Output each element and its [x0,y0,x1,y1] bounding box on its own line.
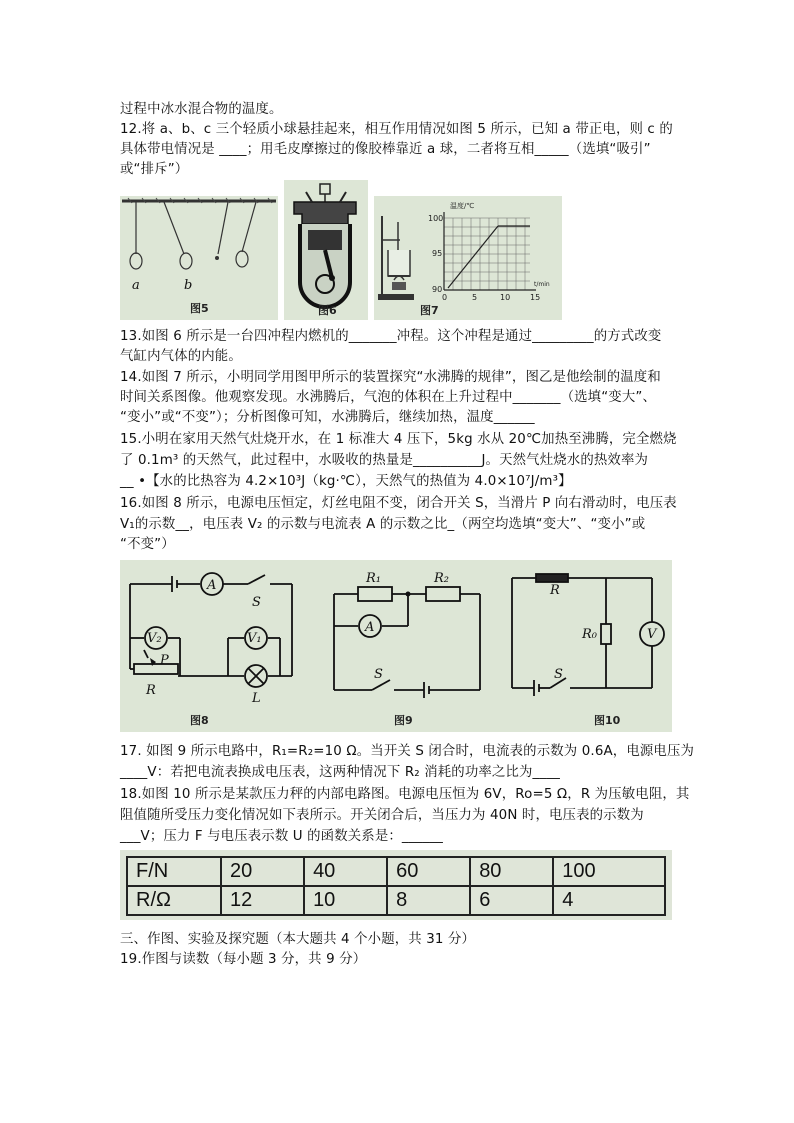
question-13: 13.如图 6 所示是一台四冲程内燃机的_______冲程。这个冲程是通过_________的方式改变 [120,329,662,344]
figures-8-9-10 [120,560,672,732]
question-15: 15.小明在家用天然气灶烧开水，在 1 标准大 4 压下，5kg 水从 20℃加热至沸腾，完全燃烧 [120,432,677,447]
fig10-voltmeter-label: V [647,627,657,642]
question-14: 14.如图 7 所示，小明同学用图甲所示的装置探究“水沸腾的规律”，图乙是他绘制的温度和 [120,370,661,385]
y-tick-90: 90 [432,285,443,294]
text-line: “变小”或“不变”）；分析图像可知，水沸腾后，继续加热，温度______ [120,410,535,425]
y-tick-100: 100 [428,214,444,223]
text-line: ___V；压力 F 与电压表示数 U 的函数关系是：______ [120,829,443,844]
fig9-r2-label: R₂ [434,571,449,586]
text-line: ____V：若把电流表换成电压表，这两种情况下 R₂ 消耗的功率之比为____ [120,765,560,780]
table-cell: 60 [387,857,470,886]
fig9-switch-label: S [374,667,383,682]
text-line: 具体带电情况是 ____；用毛皮摩擦过的像胶棒靠近 a 球，二者将互相_____（选填“吸引” [120,142,651,157]
table-cell: 20 [221,857,304,886]
pressure-resistance-table [120,850,672,920]
figure-5 [120,196,278,320]
question-18: 18.如图 10 所示是某款压力秤的内部电路图。电源电压恒为 6V，Ro=5 Ω，R 为压敏电阻，其 [120,787,690,802]
table-cell: 80 [470,857,553,886]
figure-7-caption: 图7 [420,304,439,317]
fig8-rheostat-label: R [146,683,156,698]
figure-6 [284,180,368,320]
figure-7 [374,196,562,320]
fig9-ammeter-label: A [365,620,375,635]
fig9-r1-label: R₁ [366,571,381,586]
table-row [127,857,665,886]
ball-label-b: b [184,278,193,293]
text-line: 或“排斥”） [120,162,189,177]
text-line: 阻值随所受压力变化情况如下表所示。开关闭合后，当压力为 40N 时，电压表的示数为 [120,808,644,823]
table-cell: 40 [304,857,387,886]
question-16: 16.如图 8 所示，电源电压恒定，灯丝电阻不变，闭合开关 S，当滑片 P 向右滑动时，电压表 [120,496,677,511]
text-line: 过程中冰水混合物的温度。 [120,102,283,117]
table-cell: 12 [221,886,304,915]
x-tick-10: 10 [500,293,511,302]
question-12: 12.将 a、b、c 三个轻质小球悬挂起来，相互作用情况如图 5 所示，已知 a 带正电，则 c 的 [120,122,673,137]
figure-8-caption: 图8 [190,714,209,727]
text-line: 时间关系图像。他观察发现。水沸腾后，气泡的体积在上升过程中_______（选填“变大”、 [120,390,657,405]
text-line: V₁的示数__，电压表 V₂ 的示数与电流表 A 的示数之比_（两空均选填“变大”、“变小”或 [120,517,646,532]
table-cell: 4 [553,886,665,915]
y-tick-95: 95 [432,249,443,258]
text-line: __ •【水的比热容为 4.2×10³J（kg·℃），天然气的热值为 4.0×10⁷J/m³】 [120,474,572,489]
fig8-v1-label: V₁ [247,631,262,646]
table-cell: 8 [387,886,470,915]
table-cell: 6 [470,886,553,915]
figure-10-caption: 图10 [594,714,621,727]
section-heading: 三、作图、实验及探究题（本大题共 4 个小题，共 31 分） [120,932,476,947]
x-tick-5: 5 [472,293,478,302]
table-cell: 100 [553,857,665,886]
figure-6-caption: 图6 [318,304,337,317]
table-header-cell: R/Ω [127,886,221,915]
fig8-slider-label: P [160,653,169,668]
text-line: 了 0.1m³ 的天然气，此过程中，水吸收的热量是__________J。天然气灶烧水的热效率为 [120,453,649,468]
question-19: 19.作图与读数（每小题 3 分，共 9 分） [120,952,367,967]
x-tick-0: 0 [442,293,448,302]
figure-5-caption: 图5 [190,302,209,315]
fig8-switch-label: S [252,595,261,610]
x-tick-15: 15 [530,293,541,302]
fig10-switch-label: S [554,667,563,682]
fig8-ammeter-label: A [207,578,217,593]
figure-9-caption: 图9 [394,714,413,727]
text-line: “不变”） [120,537,175,552]
question-17: 17. 如图 9 所示电路中，R₁=R₂=10 Ω。当开关 S 闭合时，电流表的示数为 0.6A，电源电压为 [120,744,695,759]
text-line: 气缸内气体的内能。 [120,349,242,364]
fig8-v2-label: V₂ [147,631,162,646]
fig8-lamp-label: L [252,691,261,706]
fig10-r0-label: R₀ [582,627,597,642]
fig10-r-label: R [550,583,560,598]
ball-label-a: a [132,278,140,293]
graph-y-label: 温度/℃ [450,202,475,210]
table-row [127,886,665,915]
graph-x-label: t/min [534,281,550,288]
table-header-cell: F/N [127,857,221,886]
table-cell: 10 [304,886,387,915]
